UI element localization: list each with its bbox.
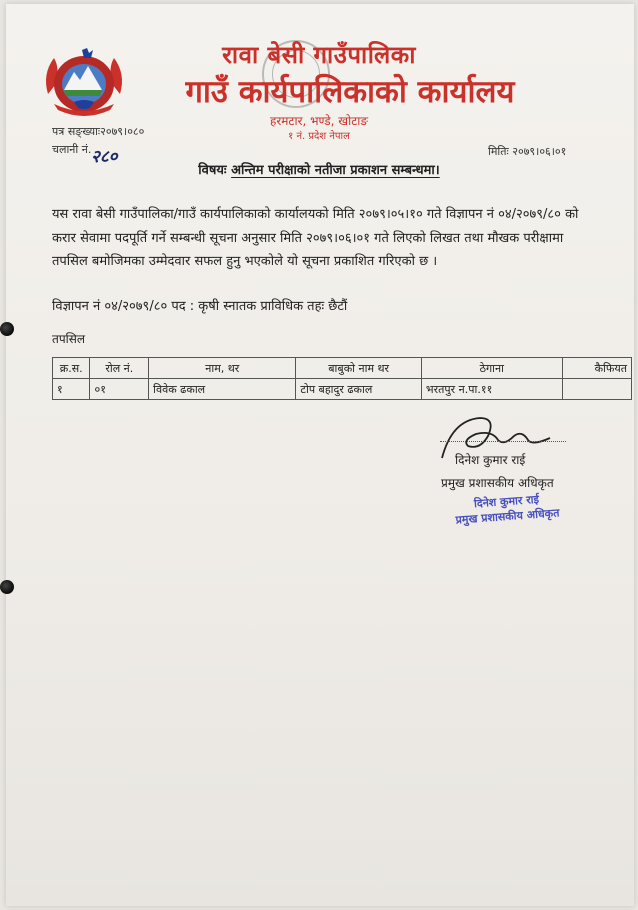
signatory-name: दिनेश कुमार राई <box>455 453 526 467</box>
body-paragraph: यस रावा बेसी गाउँपालिका/गाउँ कार्यपालिकाको कार्यालयको मिति २०७९।०५।१० गते विज्ञापन नं ०४/२०७९/८० को करार सेवामा पदपूर्ति गर्ने सम्बन्धी सूचना अनुसार मिति २०७९।०६।०१ गते लिएको लिखत तथा मौखक परीक्षामा तपसिल बमोजिमका उम्मेदवार सफल हुनु भएकोले यो सूचना प्रकाशित गरिएको छ । <box>52 207 579 269</box>
header-name: नाम, थर <box>149 358 296 379</box>
dispatch-label: चलानी नं. <box>52 143 92 156</box>
cell-address: भरतपुर न.पा.११ <box>421 379 562 400</box>
stamp-name: दिनेश कुमार राई <box>473 492 540 511</box>
results-table <box>52 357 632 400</box>
office-address: हरमटार, भण्डे, खोटाङ <box>269 114 369 128</box>
header-address: ठेगाना <box>421 358 562 379</box>
punch-hole-bottom <box>0 580 14 594</box>
subject-label: विषयः <box>198 163 227 178</box>
signatory-title: प्रमुख प्रशासकीय अधिकृत <box>441 476 554 490</box>
office-province: १ नं. प्रदेश नेपाल <box>288 131 350 142</box>
municipality-name: रावा बेसी गाउँपालिका <box>222 41 416 69</box>
cell-remarks <box>562 379 631 400</box>
dispatch-number: २८० <box>91 147 118 167</box>
subject-line <box>0 160 638 178</box>
letter-number: पत्र सङ्ख्याः२०७९।०८० <box>52 125 145 138</box>
list-label: तपसिल <box>52 332 86 346</box>
stamp-title: प्रमुख प्रशासकीय अधिकृत <box>455 506 560 527</box>
cell-father: टोप बहादुर ढकाल <box>296 379 421 400</box>
punch-hole-top <box>0 322 14 336</box>
header-serial: क्र.स. <box>53 358 90 379</box>
signature-line <box>440 441 566 442</box>
header-roll: रोल नं. <box>90 358 149 379</box>
subject-text: अन्तिम परीक्षाको नतीजा प्रकाशन सम्बन्धमा। <box>231 163 440 178</box>
table-row <box>53 379 632 400</box>
cell-roll: ०१ <box>90 379 149 400</box>
vacancy-line: विज्ञापन नं ०४/२०७९/८० पद : कृषी स्नातक प्राविधिक तहः छैटौं <box>52 299 348 314</box>
office-name: गाउँ कार्यपालिकाको कार्यालय <box>185 74 515 110</box>
header-remarks: कैफियत <box>562 358 631 379</box>
cell-name: विवेक ढकाल <box>149 379 296 400</box>
letter-date: मितिः २०७९।०६।०१ <box>488 145 567 158</box>
header-father: बाबुको नाम थर <box>296 358 421 379</box>
table-header-row <box>53 358 632 379</box>
cell-serial: १ <box>53 379 90 400</box>
